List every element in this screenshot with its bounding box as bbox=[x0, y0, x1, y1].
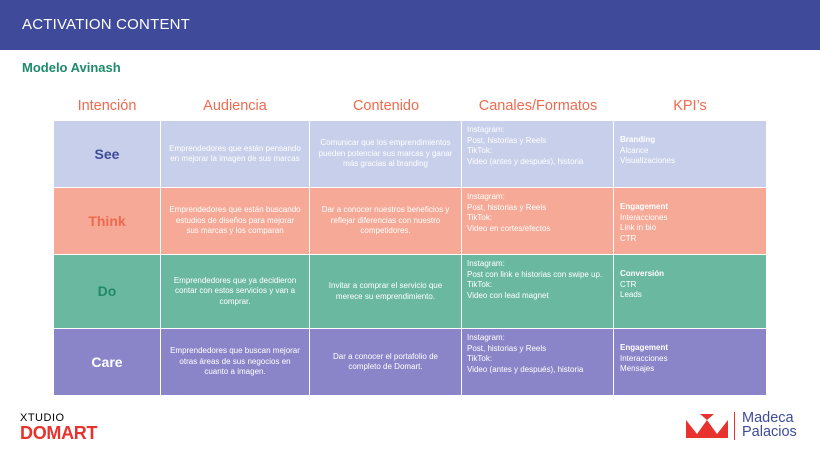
kpi-item: Alcance bbox=[620, 145, 649, 155]
channel-line: Video en cortes/efectos bbox=[467, 223, 551, 233]
channel-line: Post, historias y Reels bbox=[467, 202, 547, 212]
column-header-intencion: Intención bbox=[77, 98, 137, 114]
kpi-cell bbox=[614, 121, 766, 187]
kpi-item: CTR bbox=[620, 279, 637, 289]
table-row-care bbox=[54, 329, 766, 396]
kpi-title: Branding bbox=[620, 135, 656, 144]
kpi-item: Visualizaciones bbox=[620, 156, 675, 165]
column-header-kpis: KPI’s bbox=[673, 98, 707, 114]
column-header-contenido: Contenido bbox=[352, 98, 420, 114]
activation-table bbox=[54, 121, 766, 396]
page-title: ACTIVATION CONTENT bbox=[22, 16, 191, 33]
kpi-title: Engagement bbox=[620, 343, 669, 352]
kpi-item: Mensajes bbox=[620, 364, 655, 373]
channels-cell bbox=[462, 188, 614, 254]
subtitle: Modelo Avinash bbox=[22, 60, 121, 75]
channel-line: Post, historias y Reels bbox=[467, 343, 547, 353]
channel-line: Instagram: bbox=[467, 192, 505, 201]
channel-line: Video (antes y después), historia bbox=[467, 364, 584, 374]
stage-cell: Care bbox=[54, 329, 161, 395]
logo-text-big: DOMART bbox=[20, 423, 98, 443]
channel-line: Post con link e historias con swipe up. bbox=[467, 269, 603, 279]
header-bar bbox=[0, 0, 820, 50]
stage-cell: Do bbox=[54, 255, 161, 328]
madeca-palacios-logo bbox=[686, 408, 806, 444]
channel-line: TikTok: bbox=[467, 213, 493, 222]
stage-cell: Think bbox=[54, 188, 161, 254]
logo-divider bbox=[734, 412, 735, 440]
content-cell: Dar a conocer nuestros beneficios y reflejar diferencias con nuestro competidores. bbox=[310, 188, 462, 254]
kpi-item: Interacciones bbox=[620, 353, 668, 363]
audience-cell: Emprendedores que están pensando en mejorar la imagen de sus marcas bbox=[161, 121, 310, 187]
kpi-item: Leads bbox=[620, 290, 642, 299]
kpi-title: Conversión bbox=[620, 269, 665, 278]
logo-name-line1: Madeca bbox=[742, 410, 794, 426]
kpi-item: Link in bio bbox=[620, 223, 657, 232]
table-row-do bbox=[54, 255, 766, 329]
table-row-see bbox=[54, 121, 766, 188]
channel-line: Instagram: bbox=[467, 259, 505, 268]
kpi-item: CTR bbox=[620, 233, 637, 243]
kpi-cell bbox=[614, 188, 766, 254]
logo-name-line2: Palacios bbox=[742, 424, 797, 440]
column-header-canales: Canales/Formatos bbox=[478, 98, 598, 114]
audience-cell: Emprendedores que ya decidieron contar con estos servicios y van a comprar. bbox=[161, 255, 310, 328]
channel-line: TikTok: bbox=[467, 280, 493, 289]
content-cell: Dar a conocer el portafolio de completo de Domart. bbox=[310, 329, 462, 395]
stage-cell: See bbox=[54, 121, 161, 187]
xtudio-domart-logo bbox=[20, 412, 97, 442]
kpi-cell bbox=[614, 255, 766, 328]
logo-name bbox=[742, 411, 797, 439]
kpi-title: Engagement bbox=[620, 202, 669, 211]
content-cell: Comunicar que los emprendimientos pueden potenciar sus marcas y ganar más gracias al branding bbox=[310, 121, 462, 187]
column-header-audiencia: Audiencia bbox=[203, 98, 267, 114]
channels-cell bbox=[462, 255, 614, 328]
channel-line: Video (antes y después), historia bbox=[467, 156, 584, 166]
channel-line: Post, historias y Reels bbox=[467, 135, 547, 145]
table-row-think bbox=[54, 188, 766, 255]
kpi-item: Interacciones bbox=[620, 212, 668, 222]
channels-cell bbox=[462, 329, 614, 395]
channels-cell bbox=[462, 121, 614, 187]
audience-cell: Emprendedores que buscan mejorar otras áreas de sus negocios en cuanto a imagen. bbox=[161, 329, 310, 395]
channel-line: Instagram: bbox=[467, 333, 505, 342]
channel-line: Video con lead magnet bbox=[467, 290, 549, 300]
logo-text-small: XTUDIO bbox=[20, 412, 65, 424]
mountain-logo-icon bbox=[686, 410, 728, 440]
kpi-cell bbox=[614, 329, 766, 395]
channel-line: TikTok: bbox=[467, 354, 493, 363]
audience-cell: Emprendedores que están buscando estudios de diseños para mejorar sus marcas y los comparan bbox=[161, 188, 310, 254]
channel-line: Instagram: bbox=[467, 125, 505, 134]
content-cell: Invitar a comprar el servicio que merece su emprendimiento. bbox=[310, 255, 462, 328]
channel-line: TikTok: bbox=[467, 146, 493, 155]
